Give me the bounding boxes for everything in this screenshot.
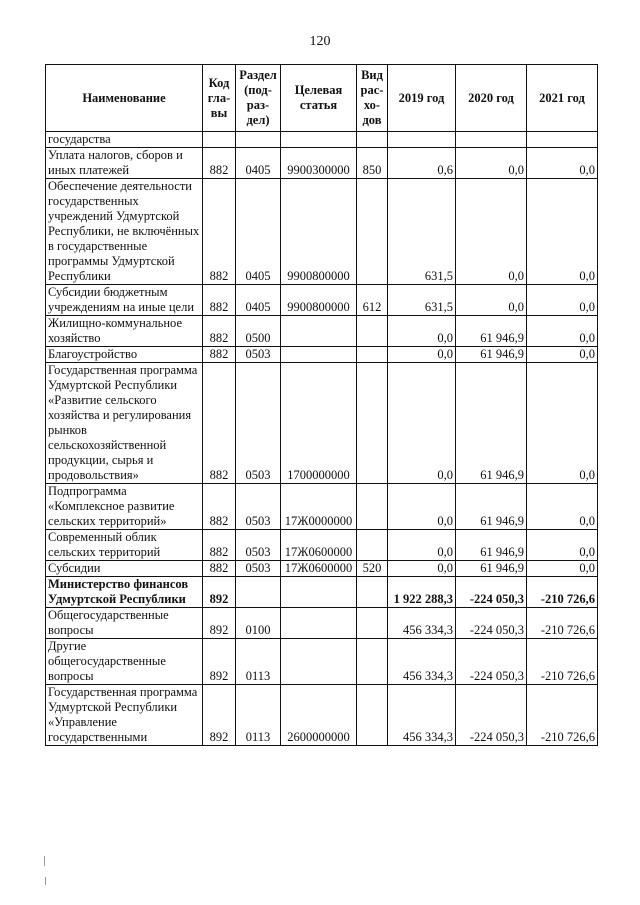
cell-2020: 0,0: [456, 285, 527, 316]
cell-expense-type: [357, 347, 388, 363]
cell-2019: 0,0: [388, 561, 456, 577]
cell-target-item: [281, 132, 357, 148]
cell-expense-type: [357, 685, 388, 746]
cell-2019: 1 922 288,3: [388, 577, 456, 608]
cell-2021: [527, 132, 598, 148]
cell-2020: 61 946,9: [456, 530, 527, 561]
cell-2021: 0,0: [527, 179, 598, 285]
cell-expense-type: [357, 608, 388, 639]
cell-2021: -210 726,6: [527, 577, 598, 608]
scan-artifact: [45, 877, 46, 885]
table-row: [46, 148, 598, 179]
cell-chapter: 882: [203, 285, 236, 316]
table-row: [46, 316, 598, 347]
cell-target-item: 2600000000: [281, 685, 357, 746]
cell-chapter: 882: [203, 148, 236, 179]
cell-name: Уплата налогов, сборов и иных платежей: [46, 148, 203, 179]
cell-expense-type: [357, 316, 388, 347]
cell-target-item: 9900800000: [281, 179, 357, 285]
cell-2019: 0,0: [388, 363, 456, 484]
cell-2019: 456 334,3: [388, 685, 456, 746]
cell-2019: 456 334,3: [388, 608, 456, 639]
cell-2020: 0,0: [456, 148, 527, 179]
cell-2020: 61 946,9: [456, 347, 527, 363]
table-row: [46, 285, 598, 316]
cell-chapter: 882: [203, 347, 236, 363]
page-number: 120: [309, 34, 331, 49]
cell-target-item: [281, 577, 357, 608]
cell-name: Современный облик сельских территорий: [46, 530, 203, 561]
table-row: [46, 363, 598, 484]
cell-section: 0503: [236, 347, 281, 363]
cell-2021: -210 726,6: [527, 608, 598, 639]
cell-target-item: [281, 608, 357, 639]
cell-2019: 0,0: [388, 530, 456, 561]
cell-section: 0503: [236, 561, 281, 577]
cell-2021: 0,0: [527, 148, 598, 179]
cell-2019: 0,6: [388, 148, 456, 179]
cell-section: 0500: [236, 316, 281, 347]
budget-table: [45, 64, 598, 746]
cell-2020: 61 946,9: [456, 484, 527, 530]
cell-target-item: [281, 316, 357, 347]
cell-target-item: 17Ж0600000: [281, 561, 357, 577]
cell-name: Государственная программа Удмуртской Республики «Развитие сельского хозяйства и регулирования рынков сельскохозяйственной продукции, сырья и продовольствия»: [46, 363, 203, 484]
cell-2019: 631,5: [388, 179, 456, 285]
cell-section: 0503: [236, 484, 281, 530]
cell-2020: -224 050,3: [456, 608, 527, 639]
cell-section: 0405: [236, 179, 281, 285]
cell-target-item: 1700000000: [281, 363, 357, 484]
cell-chapter: 892: [203, 577, 236, 608]
cell-2020: 0,0: [456, 179, 527, 285]
table-row: [46, 179, 598, 285]
cell-2019: [388, 132, 456, 148]
cell-section: 0503: [236, 530, 281, 561]
cell-expense-type: [357, 530, 388, 561]
cell-chapter: 882: [203, 179, 236, 285]
table-row: [46, 561, 598, 577]
header-target-item: Целевая статья: [281, 65, 357, 132]
cell-chapter: 882: [203, 316, 236, 347]
cell-target-item: [281, 347, 357, 363]
header-2021: 2021 год: [527, 65, 598, 132]
cell-2021: 0,0: [527, 363, 598, 484]
cell-chapter: 892: [203, 639, 236, 685]
cell-expense-type: 850: [357, 148, 388, 179]
cell-section: 0405: [236, 285, 281, 316]
table-row: [46, 484, 598, 530]
cell-2019: 631,5: [388, 285, 456, 316]
cell-2020: 61 946,9: [456, 363, 527, 484]
cell-expense-type: [357, 363, 388, 484]
cell-2021: 0,0: [527, 285, 598, 316]
header-section: Раздел (под-раз-дел): [236, 65, 281, 132]
cell-target-item: 17Ж0000000: [281, 484, 357, 530]
cell-section: 0405: [236, 148, 281, 179]
cell-name: Министерство финансов Удмуртской Республики: [46, 577, 203, 608]
cell-target-item: 9900300000: [281, 148, 357, 179]
table-row: [46, 132, 598, 148]
cell-name: Обеспечение деятельности государственных учреждений Удмуртской Республики, не включённых в государственные программы Удмуртской Республики: [46, 179, 203, 285]
cell-name: Подпрограмма «Комплексное развитие сельских территорий»: [46, 484, 203, 530]
cell-target-item: [281, 639, 357, 685]
cell-expense-type: 612: [357, 285, 388, 316]
cell-2019: 456 334,3: [388, 639, 456, 685]
header-expense-type: Вид рас-хо-дов: [357, 65, 388, 132]
cell-chapter: 882: [203, 561, 236, 577]
cell-chapter: 882: [203, 484, 236, 530]
cell-2020: -224 050,3: [456, 639, 527, 685]
cell-2020: -224 050,3: [456, 577, 527, 608]
cell-2020: [456, 132, 527, 148]
cell-chapter: [203, 132, 236, 148]
cell-expense-type: [357, 132, 388, 148]
cell-2020: -224 050,3: [456, 685, 527, 746]
cell-2021: -210 726,6: [527, 685, 598, 746]
header-chapter: Код гла-вы: [203, 65, 236, 132]
table-row: [46, 639, 598, 685]
cell-expense-type: [357, 484, 388, 530]
table-row: [46, 577, 598, 608]
cell-2021: 0,0: [527, 561, 598, 577]
cell-target-item: 9900800000: [281, 285, 357, 316]
cell-chapter: 892: [203, 608, 236, 639]
table-row: [46, 685, 598, 746]
cell-chapter: 892: [203, 685, 236, 746]
table-row: [46, 347, 598, 363]
cell-name: Субсидии: [46, 561, 203, 577]
cell-name: Жилищно-коммунальное хозяйство: [46, 316, 203, 347]
cell-2021: 0,0: [527, 347, 598, 363]
header-2019: 2019 год: [388, 65, 456, 132]
cell-2019: 0,0: [388, 316, 456, 347]
cell-2021: -210 726,6: [527, 639, 598, 685]
cell-2021: 0,0: [527, 530, 598, 561]
cell-section: 0503: [236, 363, 281, 484]
table-body: [46, 132, 598, 746]
cell-name: Другие общегосударственные вопросы: [46, 639, 203, 685]
header-2020: 2020 год: [456, 65, 527, 132]
table-row: [46, 530, 598, 561]
cell-target-item: 17Ж0600000: [281, 530, 357, 561]
table-row: [46, 608, 598, 639]
cell-name: Общегосударственные вопросы: [46, 608, 203, 639]
cell-2020: 61 946,9: [456, 561, 527, 577]
cell-2021: 0,0: [527, 484, 598, 530]
cell-name: Государственная программа Удмуртской Республики «Управление государственными: [46, 685, 203, 746]
cell-2019: 0,0: [388, 484, 456, 530]
cell-name: Благоустройство: [46, 347, 203, 363]
table-header-row: [46, 65, 598, 132]
scan-artifact: [44, 856, 45, 866]
cell-name: Субсидии бюджетным учреждениям на иные цели: [46, 285, 203, 316]
cell-expense-type: [357, 577, 388, 608]
cell-expense-type: 520: [357, 561, 388, 577]
cell-chapter: 882: [203, 530, 236, 561]
header-name: Наименование: [46, 65, 203, 132]
cell-section: 0113: [236, 639, 281, 685]
cell-section: 0100: [236, 608, 281, 639]
cell-2019: 0,0: [388, 347, 456, 363]
cell-expense-type: [357, 639, 388, 685]
cell-section: [236, 577, 281, 608]
cell-section: [236, 132, 281, 148]
cell-name: государства: [46, 132, 203, 148]
cell-2020: 61 946,9: [456, 316, 527, 347]
cell-section: 0113: [236, 685, 281, 746]
cell-expense-type: [357, 179, 388, 285]
cell-chapter: 882: [203, 363, 236, 484]
cell-2021: 0,0: [527, 316, 598, 347]
